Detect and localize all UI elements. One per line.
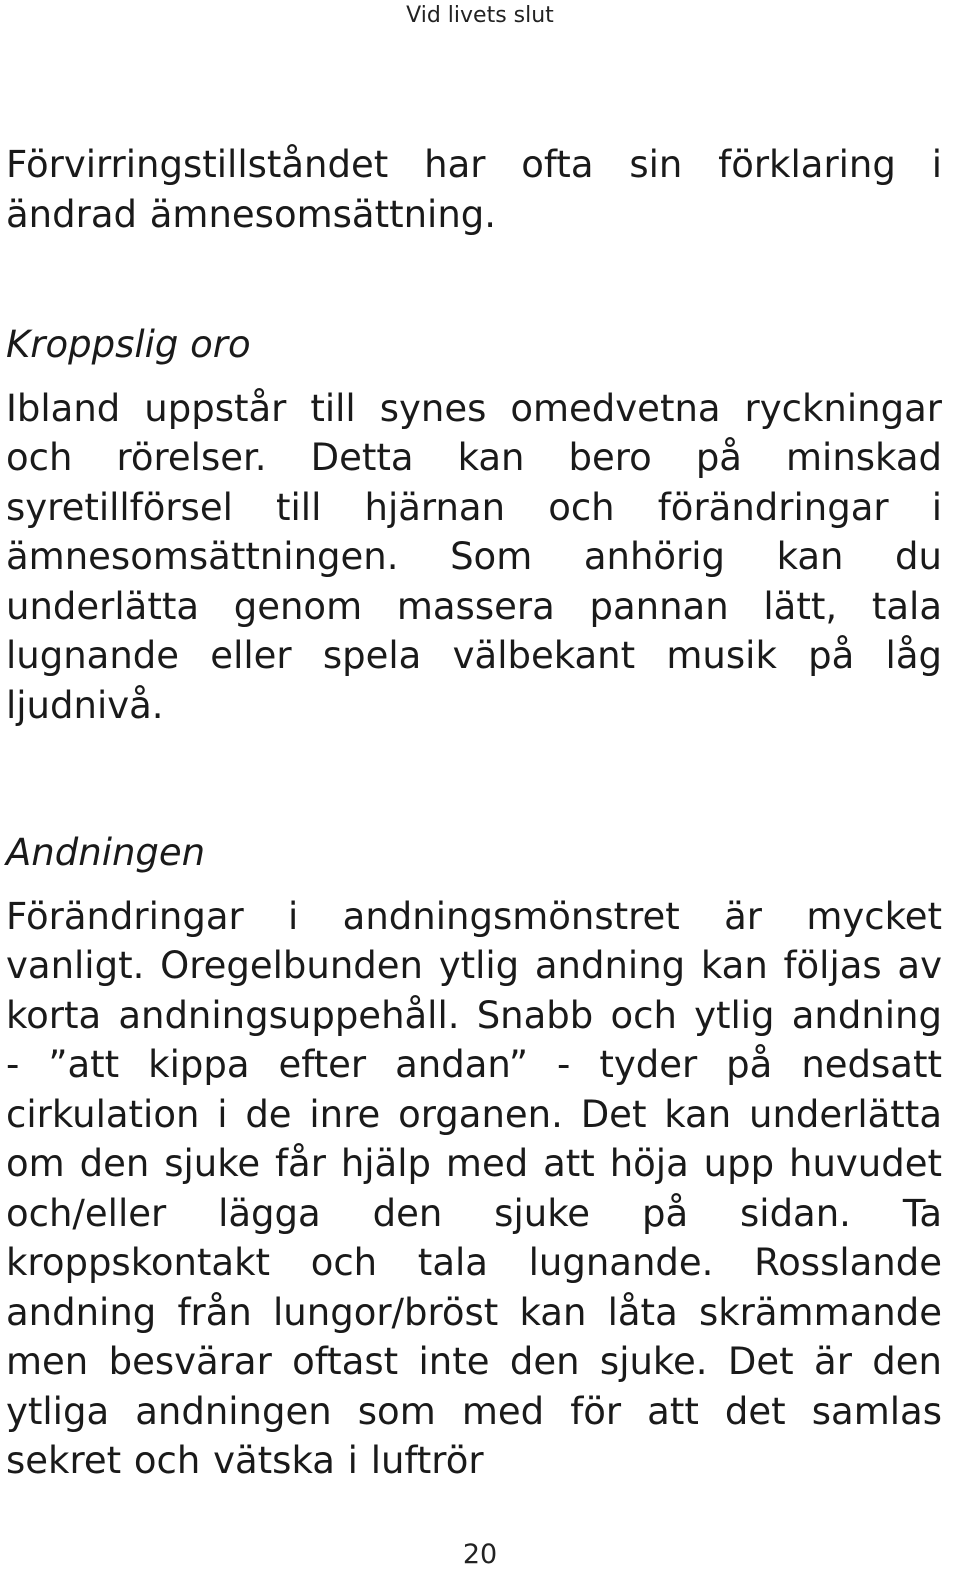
page-body (6, 140, 942, 1486)
intro-paragraph: Förvirringstillståndet har ofta sin förklaring i ändrad ämnesomsättning. (6, 143, 942, 236)
spacer (6, 878, 942, 892)
spacer (6, 730, 942, 828)
running-header: Vid livets slut (406, 3, 554, 28)
spacer (6, 370, 942, 384)
section-heading: Kroppslig oro (6, 323, 251, 366)
section-heading: Andningen (6, 831, 206, 874)
spacer (6, 239, 942, 320)
section-andningen (6, 828, 942, 1486)
section-kroppslig-oro (6, 320, 942, 730)
section-paragraph: Ibland uppstår till synes omedvetna ryckningar och rörelser. Detta kan bero på minskad syretillförsel till hjärnan och förändringar i ämnesomsättningen. Som anhörig kan du underlätta genom massera pannan lätt, tala lugnande eller spela välbekant musik på låg ljudnivå. (6, 386, 942, 727)
section-paragraph: Förändringar i andningsmönstret är mycket vanligt. Oregelbunden ytlig andning kan följas av korta andningsuppehåll. Snabb och ytlig andning - ”att kippa efter andan” - tyder på nedsatt cirkulation i de inre organen. Det kan underlätta om den sjuke får hjälp med att höja upp huvudet och/eller lägga den sjuke på sidan. Ta kroppskontakt och tala lugnande. Rosslande andning från lungor/bröst kan låta skrämmande men besvärar oftast inte den sjuke. Det är den ytliga andningen som med för att det samlas sekret och vätska i luftrör (6, 894, 942, 1482)
page-number: 20 (462, 1539, 498, 1570)
